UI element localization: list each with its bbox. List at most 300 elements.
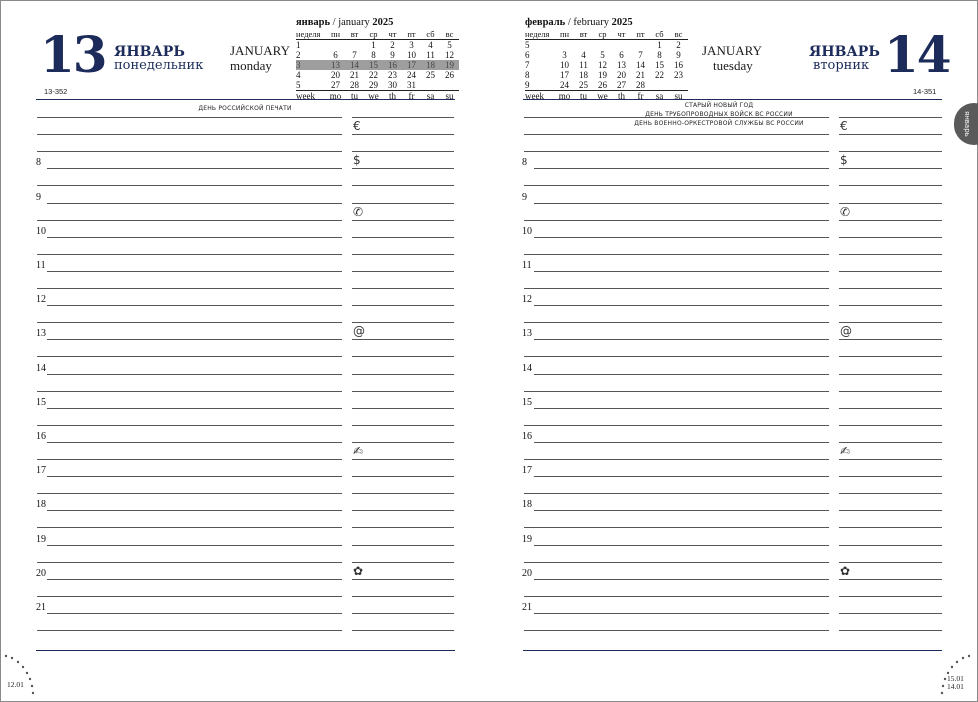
side-line[interactable]	[352, 237, 454, 238]
writing-line[interactable]	[47, 613, 342, 614]
day-cell: 27	[617, 80, 626, 90]
side-line[interactable]	[839, 579, 942, 580]
day-cell: 27	[331, 80, 340, 90]
day-cell: ср	[369, 29, 378, 39]
calendar-year: 2025	[372, 17, 394, 28]
hour-label: 21	[522, 601, 532, 613]
month-en: JANUARY	[702, 43, 762, 58]
hour-label: 20	[36, 567, 46, 579]
writing-line[interactable]	[37, 151, 342, 152]
email-icon: @	[353, 324, 365, 339]
mini-calendar-february	[525, 17, 688, 101]
writing-line[interactable]	[534, 374, 829, 375]
side-line[interactable]	[352, 630, 454, 631]
writing-line[interactable]	[37, 527, 342, 528]
writing-line[interactable]	[534, 168, 829, 169]
side-line[interactable]	[839, 339, 942, 340]
week-number-cell: week	[296, 91, 315, 101]
writing-line[interactable]	[524, 459, 829, 460]
day-cell: сб	[655, 29, 664, 39]
writing-line[interactable]	[37, 220, 342, 221]
hour-label: 13	[522, 328, 532, 340]
week-number-cell: 3	[296, 60, 326, 70]
day-cell: 11	[579, 60, 588, 70]
calendar-row	[296, 60, 459, 70]
side-line[interactable]	[839, 596, 942, 597]
holiday: СТАРЫЙ НОВЫЙ ГОД	[684, 102, 754, 109]
day-cell	[593, 40, 612, 51]
writing-line[interactable]	[524, 527, 829, 528]
side-line[interactable]	[352, 305, 454, 306]
header-rule	[36, 99, 455, 100]
day-cell: th	[617, 91, 625, 101]
writing-line[interactable]	[47, 237, 342, 238]
writing-line[interactable]	[37, 185, 342, 186]
day-cell: пт	[407, 29, 416, 39]
side-line[interactable]	[352, 220, 454, 221]
month-ru: ЯНВАРЬ	[809, 44, 880, 60]
writing-line[interactable]	[47, 476, 342, 477]
week-number-cell: 8	[525, 70, 530, 80]
holiday-list	[619, 101, 819, 128]
phone-icon: ✆	[353, 204, 364, 219]
hour-label: 12	[522, 294, 532, 306]
day-cell: 13	[326, 60, 345, 70]
right-page	[489, 0, 978, 702]
side-line[interactable]	[352, 596, 454, 597]
calendar-row	[525, 40, 688, 51]
weekday-ru: вторник	[813, 58, 870, 73]
week-number-cell: 2	[296, 50, 301, 60]
writing-line[interactable]	[37, 254, 342, 255]
day-cell: 24	[560, 80, 569, 90]
calendar-year: 2025	[611, 17, 633, 28]
month-en: JANUARY	[230, 43, 290, 58]
side-line[interactable]	[352, 545, 454, 546]
writing-line[interactable]	[47, 271, 342, 272]
side-line[interactable]	[839, 271, 942, 272]
day-cell	[631, 40, 650, 51]
day-cell: fr	[408, 91, 415, 101]
side-line[interactable]	[839, 151, 942, 152]
week-number-cell: 6	[525, 50, 530, 60]
holiday: ДЕНЬ РОССИЙСКОЙ ПЕЧАТИ	[198, 105, 292, 112]
day-cell: 26	[598, 80, 607, 90]
side-line[interactable]	[839, 613, 942, 614]
writing-line[interactable]	[37, 596, 342, 597]
hour-label: 12	[36, 294, 46, 306]
side-line[interactable]	[352, 203, 454, 204]
hour-label: 18	[522, 499, 532, 511]
dollar-icon: $	[840, 153, 848, 168]
hour-label: 14	[36, 362, 46, 374]
side-line[interactable]	[352, 408, 454, 409]
calendar-grid	[525, 29, 688, 101]
writing-line[interactable]	[37, 562, 342, 563]
page-corner-label: 12.01	[7, 680, 24, 689]
writing-line[interactable]	[47, 510, 342, 511]
day-cell: 20	[617, 70, 626, 80]
day-cell: 16	[674, 60, 683, 70]
bottom-rule	[523, 650, 942, 651]
side-line[interactable]	[352, 117, 454, 118]
day-count: 14-351	[913, 87, 937, 96]
hour-label: 16	[522, 430, 532, 442]
side-line[interactable]	[352, 288, 454, 289]
day-cell: 18	[421, 60, 440, 70]
day-cell: 11	[426, 50, 435, 60]
week-number-cell: 5	[525, 40, 530, 50]
corner-label-2: 14.01	[947, 682, 964, 691]
day-cell: 4	[428, 40, 433, 50]
hour-label: 16	[36, 430, 46, 442]
day-cell: чт	[388, 29, 397, 39]
day-cell: 5	[447, 40, 452, 50]
writing-line[interactable]	[534, 305, 829, 306]
writing-line[interactable]	[534, 476, 829, 477]
day-cell: 17	[560, 70, 569, 80]
header-rule	[523, 99, 942, 100]
writing-line[interactable]	[524, 562, 829, 563]
side-line[interactable]	[839, 117, 942, 118]
hour-label: 15	[522, 396, 532, 408]
day-cell: сб	[426, 29, 435, 39]
holiday: ДЕНЬ ТРУБОПРОВОДНЫХ ВОЙСК ВС РОССИИ	[645, 111, 793, 118]
side-line[interactable]	[352, 356, 454, 357]
hour-label: 18	[36, 499, 46, 511]
day-cell: 1	[371, 40, 376, 50]
writing-line[interactable]	[37, 630, 342, 631]
week-number-cell: 7	[525, 60, 530, 70]
day-cell: 14	[345, 60, 364, 70]
hour-label: 11	[522, 259, 532, 271]
writing-line[interactable]	[524, 254, 829, 255]
calendar-title-en: january	[338, 17, 370, 28]
hour-label: 8	[36, 157, 41, 169]
day-cell: 7	[638, 50, 643, 60]
writing-line[interactable]	[37, 322, 342, 323]
side-line[interactable]	[839, 562, 942, 563]
day-cell: 2	[676, 40, 681, 50]
writing-line[interactable]	[534, 613, 829, 614]
hour-label: 9	[36, 191, 41, 203]
writing-line[interactable]	[524, 288, 829, 289]
hour-label: 17	[36, 465, 46, 477]
side-line[interactable]	[352, 185, 454, 186]
day-cell: пн	[330, 29, 341, 39]
calendar-title-ru: февраль	[525, 17, 566, 28]
hour-label: 13	[36, 328, 46, 340]
day-cell: 1	[657, 40, 662, 50]
day-cell: 8	[371, 50, 376, 60]
writing-line[interactable]	[37, 356, 342, 357]
calendar-row	[296, 80, 459, 91]
side-line[interactable]	[352, 527, 454, 528]
day-cell: 22	[655, 70, 664, 80]
day-cell: 15	[655, 60, 664, 70]
day-cell: 13	[617, 60, 626, 70]
day-cell	[555, 40, 574, 51]
calendar-row	[525, 60, 688, 70]
writing-line[interactable]	[37, 425, 342, 426]
side-line[interactable]	[839, 203, 942, 204]
flower-icon: ✿	[840, 563, 851, 578]
writing-line[interactable]	[534, 510, 829, 511]
day-cell	[326, 40, 345, 51]
side-line[interactable]	[352, 459, 454, 460]
hour-label: 15	[36, 396, 46, 408]
writing-line[interactable]	[524, 391, 829, 392]
day-cell	[421, 80, 440, 91]
day-count: 13-352	[44, 87, 68, 96]
day-cell: 19	[598, 70, 607, 80]
calendar-row	[296, 40, 459, 51]
day-cell	[440, 80, 459, 91]
day-cell: 10	[407, 50, 416, 60]
day-cell: 12	[445, 50, 454, 60]
day-cell: 21	[636, 70, 645, 80]
day-cell: 10	[560, 60, 569, 70]
day-cell: we	[597, 91, 608, 101]
calendar-grid	[296, 29, 459, 101]
side-line[interactable]	[352, 391, 454, 392]
side-line[interactable]	[352, 493, 454, 494]
writing-line[interactable]	[534, 579, 829, 580]
day-cell: mo	[558, 91, 571, 101]
side-line[interactable]	[839, 254, 942, 255]
day-cell: 6	[333, 50, 338, 60]
side-line[interactable]	[352, 613, 454, 614]
writing-line[interactable]	[524, 117, 829, 118]
day-cell: 7	[352, 50, 357, 60]
day-cell: ср	[598, 29, 607, 39]
calendar-title-en: february	[573, 17, 609, 28]
day-cell: 28	[636, 80, 645, 90]
writing-line[interactable]	[37, 459, 342, 460]
writing-line[interactable]	[524, 493, 829, 494]
side-line[interactable]	[352, 254, 454, 255]
page-corner-label	[947, 675, 964, 691]
day-cell: 15	[364, 60, 383, 70]
day-cell: 3	[409, 40, 414, 50]
day-cell: 3	[562, 50, 567, 60]
day-cell: 5	[600, 50, 605, 60]
hour-label: 14	[522, 362, 532, 374]
day-number: 13	[40, 25, 106, 84]
writing-line[interactable]	[524, 596, 829, 597]
day-cell: 20	[331, 70, 340, 80]
day-cell: su	[445, 91, 454, 101]
writing-line[interactable]	[47, 339, 342, 340]
side-line[interactable]	[839, 476, 942, 477]
writing-line[interactable]	[47, 203, 342, 204]
euro-icon: €	[353, 119, 361, 133]
side-line[interactable]	[352, 151, 454, 152]
day-cell: 31	[407, 80, 416, 90]
side-line[interactable]	[839, 425, 942, 426]
day-cell: вс	[674, 29, 683, 39]
side-line[interactable]	[839, 374, 942, 375]
hour-label: 20	[522, 567, 532, 579]
flower-icon: ✿	[353, 563, 364, 578]
day-cell: пт	[636, 29, 645, 39]
calendar-row	[525, 29, 688, 40]
day-cell: 23	[674, 70, 683, 80]
writing-line[interactable]	[524, 356, 829, 357]
side-line[interactable]	[839, 185, 942, 186]
hour-label: 19	[522, 533, 532, 545]
day-cell: 4	[581, 50, 586, 60]
dollar-icon: $	[353, 153, 361, 168]
hour-label: 9	[522, 191, 527, 203]
writing-line[interactable]	[37, 117, 342, 118]
side-line[interactable]	[839, 220, 942, 221]
day-cell	[345, 40, 364, 51]
day-cell: fr	[637, 91, 644, 101]
bottom-rule	[36, 650, 455, 651]
holiday: ДЕНЬ ВОЕННО-ОРКЕСТРОВОЙ СЛУЖБЫ ВС РОССИИ	[634, 120, 804, 127]
side-line[interactable]	[839, 391, 942, 392]
writing-line[interactable]	[37, 391, 342, 392]
writing-line[interactable]	[534, 203, 829, 204]
side-line[interactable]	[352, 425, 454, 426]
calendar-title: январь / january 2025	[296, 17, 394, 28]
note-icon: ✍	[353, 443, 364, 458]
holiday-list	[130, 104, 360, 113]
side-line[interactable]	[839, 305, 942, 306]
side-line[interactable]	[839, 493, 942, 494]
day-cell: 26	[445, 70, 454, 80]
side-line[interactable]	[352, 579, 454, 580]
writing-line[interactable]	[47, 408, 342, 409]
writing-line[interactable]	[47, 545, 342, 546]
side-line[interactable]	[352, 510, 454, 511]
day-number: 14	[884, 25, 950, 84]
side-line[interactable]	[839, 510, 942, 511]
weekday-en: tuesday	[713, 58, 753, 73]
writing-line[interactable]	[534, 545, 829, 546]
side-line[interactable]	[839, 356, 942, 357]
day-cell	[669, 80, 688, 91]
writing-line[interactable]	[524, 425, 829, 426]
writing-line[interactable]	[534, 271, 829, 272]
day-cell: th	[388, 91, 396, 101]
calendar-row	[525, 50, 688, 60]
writing-line[interactable]	[47, 442, 342, 443]
side-line[interactable]	[839, 288, 942, 289]
day-cell	[612, 40, 631, 51]
writing-line[interactable]	[534, 408, 829, 409]
writing-line[interactable]	[47, 579, 342, 580]
writing-line[interactable]	[37, 493, 342, 494]
writing-line[interactable]	[47, 168, 342, 169]
writing-line[interactable]	[524, 322, 829, 323]
day-cell: mo	[329, 91, 342, 101]
side-line[interactable]	[839, 322, 942, 323]
day-cell: 9	[676, 50, 681, 60]
day-cell: вт	[579, 29, 588, 39]
day-cell: su	[674, 91, 683, 101]
hour-label: 17	[522, 465, 532, 477]
side-line[interactable]	[352, 134, 454, 135]
writing-line[interactable]	[524, 134, 829, 135]
calendar-row	[296, 50, 459, 60]
month-tab-label: январь	[963, 111, 971, 137]
writing-line[interactable]	[534, 442, 829, 443]
week-number-cell: week	[525, 91, 544, 101]
side-line[interactable]	[352, 271, 454, 272]
phone-icon: ✆	[840, 204, 851, 219]
weekday-ru: понедельник	[114, 58, 204, 73]
side-line[interactable]	[352, 562, 454, 563]
week-number-cell: 1	[296, 40, 301, 50]
side-line[interactable]	[839, 237, 942, 238]
writing-line[interactable]	[524, 220, 829, 221]
month-ru: ЯНВАРЬ	[114, 44, 185, 60]
writing-line[interactable]	[524, 151, 829, 152]
day-cell: 17	[402, 60, 421, 70]
day-cell	[574, 40, 593, 51]
side-line[interactable]	[352, 442, 454, 443]
writing-line[interactable]	[524, 630, 829, 631]
day-cell: 6	[619, 50, 624, 60]
day-cell: вт	[350, 29, 359, 39]
decorative-dots	[2, 652, 42, 702]
day-cell: 16	[383, 60, 402, 70]
calendar-title-ru: январь	[296, 17, 331, 28]
side-line[interactable]	[839, 630, 942, 631]
side-line[interactable]	[839, 459, 942, 460]
weekday-en: monday	[230, 58, 272, 73]
day-cell: sa	[426, 91, 435, 101]
day-cell: 25	[426, 70, 435, 80]
side-line[interactable]	[352, 322, 454, 323]
day-cell: чт	[617, 29, 626, 39]
calendar-title: февраль / february 2025	[525, 17, 633, 28]
hour-label: 11	[36, 259, 46, 271]
week-number-cell: неделя	[296, 29, 321, 39]
side-line[interactable]	[839, 527, 942, 528]
side-line[interactable]	[839, 442, 942, 443]
writing-line[interactable]	[534, 237, 829, 238]
writing-line[interactable]	[37, 288, 342, 289]
day-cell: 18	[579, 70, 588, 80]
euro-icon: €	[840, 119, 848, 133]
side-line[interactable]	[352, 476, 454, 477]
side-line[interactable]	[352, 374, 454, 375]
calendar-row	[296, 70, 459, 80]
side-line[interactable]	[839, 545, 942, 546]
side-line[interactable]	[352, 339, 454, 340]
week-number-cell: неделя	[525, 29, 550, 39]
week-number-cell: 9	[525, 80, 530, 90]
day-cell: 23	[388, 70, 397, 80]
side-line[interactable]	[839, 168, 942, 169]
day-cell: 29	[369, 80, 378, 90]
writing-line[interactable]	[47, 374, 342, 375]
day-cell: tu	[579, 91, 587, 101]
writing-line[interactable]	[524, 185, 829, 186]
day-cell: пн	[559, 29, 570, 39]
writing-line[interactable]	[47, 305, 342, 306]
writing-line[interactable]	[534, 339, 829, 340]
writing-line[interactable]	[37, 134, 342, 135]
day-cell: 28	[350, 80, 359, 90]
day-cell: sa	[655, 91, 664, 101]
side-line[interactable]	[352, 168, 454, 169]
side-line[interactable]	[839, 408, 942, 409]
side-line[interactable]	[839, 134, 942, 135]
